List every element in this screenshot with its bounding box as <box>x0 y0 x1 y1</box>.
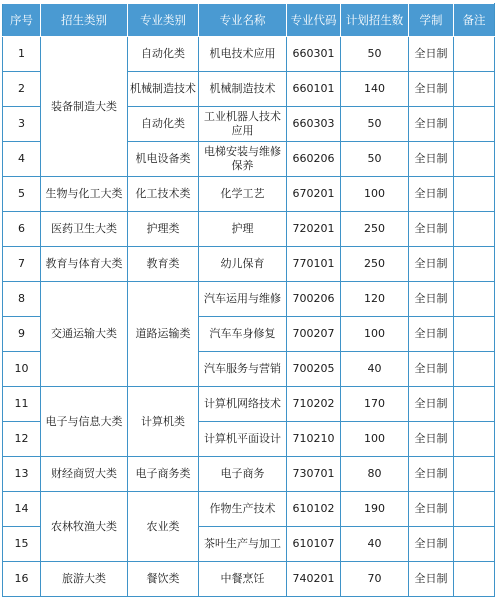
cell-subcategory: 计算机类 <box>128 387 199 457</box>
cell-plan: 40 <box>341 352 409 387</box>
cell-major: 汽车运用与维修 <box>199 282 287 317</box>
cell-subcategory: 道路运输类 <box>128 282 199 387</box>
table-row <box>3 457 495 492</box>
cell-category: 生物与化工大类 <box>41 177 128 212</box>
cell-major: 茶叶生产与加工 <box>199 527 287 562</box>
table-row <box>3 212 495 247</box>
cell-code: 660303 <box>287 107 341 142</box>
cell-subcategory: 护理类 <box>128 212 199 247</box>
cell-code: 670201 <box>287 177 341 212</box>
cell-note <box>454 282 495 317</box>
cell-code: 610107 <box>287 527 341 562</box>
cell-system: 全日制 <box>409 282 454 317</box>
cell-major: 机械制造技术 <box>199 72 287 107</box>
cell-system: 全日制 <box>409 352 454 387</box>
cell-subcategory: 餐饮类 <box>128 562 199 597</box>
cell-plan: 140 <box>341 72 409 107</box>
cell-system: 全日制 <box>409 247 454 282</box>
cell-major: 化学工艺 <box>199 177 287 212</box>
cell-note <box>454 107 495 142</box>
cell-category: 旅游大类 <box>41 562 128 597</box>
cell-note <box>454 562 495 597</box>
cell-plan: 250 <box>341 212 409 247</box>
cell-no: 8 <box>3 282 41 317</box>
cell-subcategory: 机电设备类 <box>128 142 199 177</box>
cell-no: 13 <box>3 457 41 492</box>
cell-note <box>454 37 495 72</box>
cell-category: 交通运输大类 <box>41 282 128 387</box>
table-row <box>3 492 495 527</box>
cell-major: 幼儿保育 <box>199 247 287 282</box>
cell-code: 700206 <box>287 282 341 317</box>
cell-code: 660206 <box>287 142 341 177</box>
table-row <box>3 177 495 212</box>
cell-major: 电子商务 <box>199 457 287 492</box>
cell-major: 计算机网络技术 <box>199 387 287 422</box>
cell-code: 700207 <box>287 317 341 352</box>
cell-no: 5 <box>3 177 41 212</box>
cell-code: 710202 <box>287 387 341 422</box>
header-system: 学制 <box>409 4 454 37</box>
cell-no: 7 <box>3 247 41 282</box>
enrollment-table <box>2 3 495 597</box>
cell-major: 作物生产技术 <box>199 492 287 527</box>
cell-system: 全日制 <box>409 457 454 492</box>
cell-no: 15 <box>3 527 41 562</box>
cell-note <box>454 247 495 282</box>
cell-note <box>454 492 495 527</box>
cell-system: 全日制 <box>409 492 454 527</box>
cell-subcategory: 机械制造技术 <box>128 72 199 107</box>
cell-code: 610102 <box>287 492 341 527</box>
cell-system: 全日制 <box>409 212 454 247</box>
cell-code: 770101 <box>287 247 341 282</box>
cell-system: 全日制 <box>409 387 454 422</box>
cell-plan: 40 <box>341 527 409 562</box>
header-plan: 计划招生数 <box>341 4 409 37</box>
cell-system: 全日制 <box>409 177 454 212</box>
cell-code: 740201 <box>287 562 341 597</box>
cell-code: 660101 <box>287 72 341 107</box>
cell-no: 16 <box>3 562 41 597</box>
header-category: 招生类别 <box>41 4 128 37</box>
cell-plan: 50 <box>341 37 409 72</box>
cell-code: 720201 <box>287 212 341 247</box>
cell-no: 2 <box>3 72 41 107</box>
cell-plan: 100 <box>341 177 409 212</box>
header-major: 专业名称 <box>199 4 287 37</box>
cell-subcategory: 教育类 <box>128 247 199 282</box>
cell-note <box>454 72 495 107</box>
cell-major: 中餐烹饪 <box>199 562 287 597</box>
cell-note <box>454 387 495 422</box>
cell-plan: 50 <box>341 142 409 177</box>
cell-category: 财经商贸大类 <box>41 457 128 492</box>
cell-no: 14 <box>3 492 41 527</box>
cell-no: 4 <box>3 142 41 177</box>
cell-no: 3 <box>3 107 41 142</box>
cell-note <box>454 142 495 177</box>
cell-plan: 70 <box>341 562 409 597</box>
cell-note <box>454 527 495 562</box>
cell-note <box>454 352 495 387</box>
table-row <box>3 37 495 72</box>
cell-category: 农林牧渔大类 <box>41 492 128 562</box>
cell-system: 全日制 <box>409 422 454 457</box>
cell-note <box>454 457 495 492</box>
header-note: 备注 <box>454 4 495 37</box>
cell-system: 全日制 <box>409 142 454 177</box>
cell-system: 全日制 <box>409 37 454 72</box>
cell-plan: 50 <box>341 107 409 142</box>
header-subcategory: 专业类别 <box>128 4 199 37</box>
table-row <box>3 282 495 317</box>
cell-subcategory: 自动化类 <box>128 107 199 142</box>
cell-major: 汽车车身修复 <box>199 317 287 352</box>
cell-major: 工业机器人技术应用 <box>199 107 287 142</box>
cell-system: 全日制 <box>409 562 454 597</box>
cell-note <box>454 212 495 247</box>
cell-category: 装备制造大类 <box>41 37 128 177</box>
cell-category: 电子与信息大类 <box>41 387 128 457</box>
cell-subcategory: 农业类 <box>128 492 199 562</box>
cell-major: 汽车服务与营销 <box>199 352 287 387</box>
cell-system: 全日制 <box>409 527 454 562</box>
cell-subcategory: 电子商务类 <box>128 457 199 492</box>
cell-note <box>454 317 495 352</box>
cell-category: 教育与体育大类 <box>41 247 128 282</box>
cell-major: 护理 <box>199 212 287 247</box>
cell-plan: 170 <box>341 387 409 422</box>
cell-major: 计算机平面设计 <box>199 422 287 457</box>
cell-system: 全日制 <box>409 107 454 142</box>
cell-code: 730701 <box>287 457 341 492</box>
cell-no: 9 <box>3 317 41 352</box>
header-code: 专业代码 <box>287 4 341 37</box>
cell-no: 1 <box>3 37 41 72</box>
cell-code: 660301 <box>287 37 341 72</box>
cell-note <box>454 177 495 212</box>
table-row <box>3 247 495 282</box>
cell-no: 6 <box>3 212 41 247</box>
cell-system: 全日制 <box>409 72 454 107</box>
header-no: 序号 <box>3 4 41 37</box>
cell-no: 11 <box>3 387 41 422</box>
cell-plan: 100 <box>341 422 409 457</box>
cell-subcategory: 自动化类 <box>128 37 199 72</box>
cell-plan: 120 <box>341 282 409 317</box>
cell-subcategory: 化工技术类 <box>128 177 199 212</box>
cell-note <box>454 422 495 457</box>
cell-plan: 80 <box>341 457 409 492</box>
cell-plan: 250 <box>341 247 409 282</box>
table-row <box>3 562 495 597</box>
table-row <box>3 387 495 422</box>
cell-major: 电梯安装与维修保养 <box>199 142 287 177</box>
cell-plan: 100 <box>341 317 409 352</box>
cell-code: 700205 <box>287 352 341 387</box>
cell-no: 10 <box>3 352 41 387</box>
cell-major: 机电技术应用 <box>199 37 287 72</box>
cell-code: 710210 <box>287 422 341 457</box>
cell-system: 全日制 <box>409 317 454 352</box>
cell-plan: 190 <box>341 492 409 527</box>
cell-category: 医药卫生大类 <box>41 212 128 247</box>
header-row <box>3 4 495 37</box>
cell-no: 12 <box>3 422 41 457</box>
